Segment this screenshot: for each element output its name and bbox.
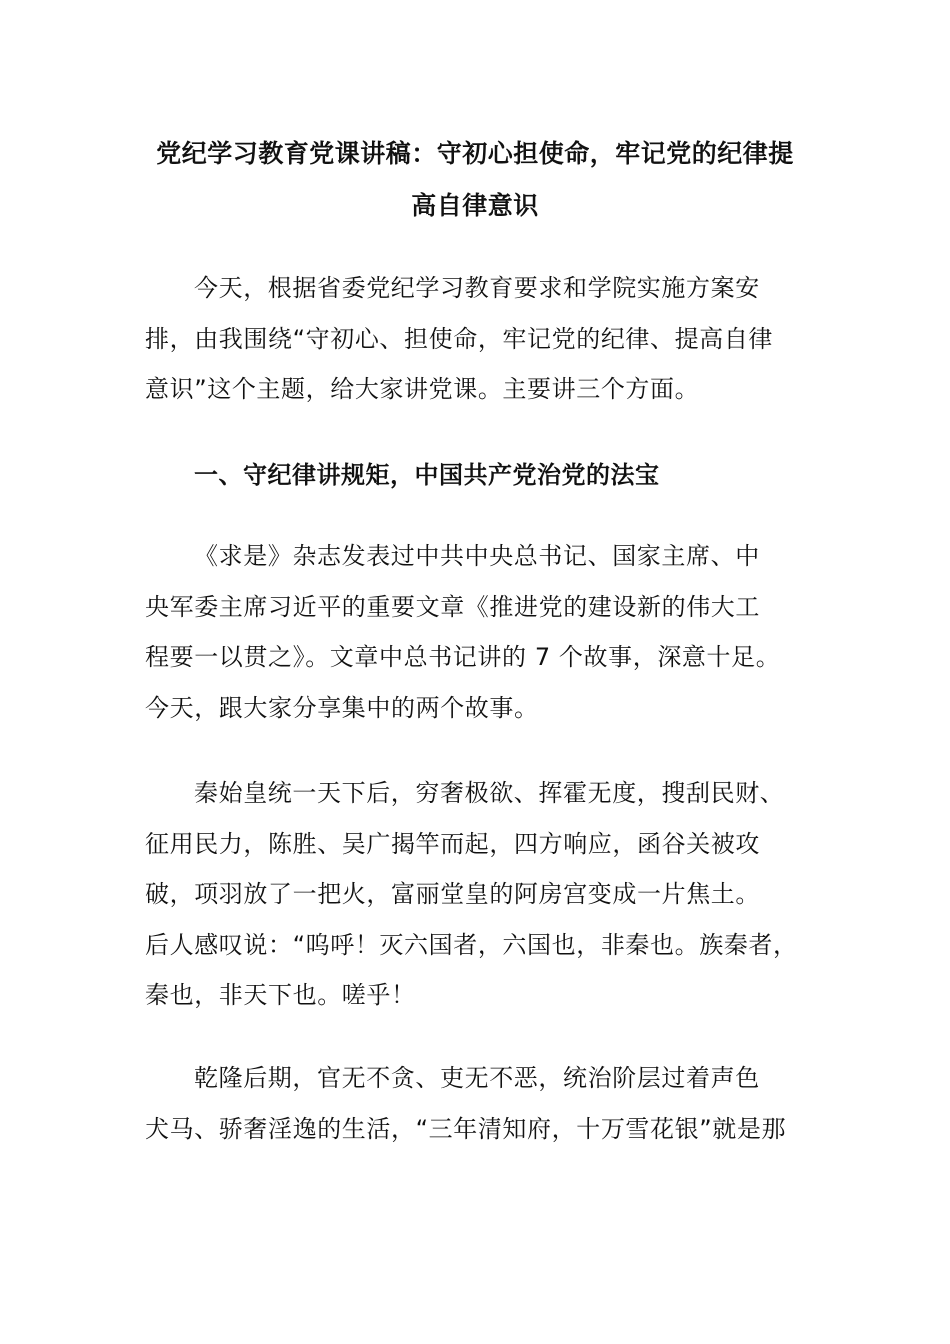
- paragraph-line: 征用民力，陈胜、吴广揭竿而起，四方响应，函谷关被攻: [145, 829, 760, 858]
- paragraph-line: 秦始皇统一天下后，穷奢极欲、挥霍无度，搜刮民财、: [194, 779, 785, 807]
- paragraph-line: 今天，跟大家分享集中的两个故事。: [145, 693, 539, 722]
- paragraph-line: 《求是》杂志发表过中共中央总书记、国家主席、中: [194, 542, 760, 570]
- paragraph-line: 破，项羽放了一把火，富丽堂皇的阿房宫变成一片焦土。: [145, 880, 760, 908]
- title-line-1: 党纪学习教育党课讲稿：守初心担使命，牢记党的纪律提: [156, 139, 794, 168]
- paragraph-qin: [145, 768, 815, 1021]
- paragraph-intro: [145, 263, 815, 415]
- paragraph-line: 后人感叹说：“呜呼！灭六国者，六国也，非秦也。族秦者，: [145, 930, 798, 959]
- paragraph-line: 意识”这个主题，给大家讲党课。主要讲三个方面。: [145, 375, 700, 403]
- section-heading: 一、守纪律讲规矩，中国共产党治党的法宝: [194, 461, 660, 489]
- paragraph-line: 今天，根据省委党纪学习教育要求和学院实施方案安: [194, 274, 760, 302]
- paragraph-qiushi: [145, 531, 815, 733]
- paragraph-line: 乾隆后期，官无不贪、吏无不恶，统治阶层过着声色: [194, 1064, 760, 1092]
- document-title: [140, 128, 810, 232]
- paragraph-line: 犬马、骄奢淫逸的生活，“三年清知府，十万雪花银”就是那: [145, 1114, 787, 1143]
- paragraph-line: 秦也，非天下也。嗟乎！: [145, 981, 416, 1009]
- paragraph-line: 程要一以贯之》。文章中总书记讲的 7 个故事，深意十足。: [145, 643, 781, 671]
- paragraph-line: 排，由我围绕“守初心、担使命，牢记党的纪律、提高自律: [145, 324, 774, 353]
- paragraph-qianlong: [145, 1053, 815, 1154]
- title-line-2: 高自律意识: [411, 191, 539, 220]
- paragraph-line: 央军委主席习近平的重要文章《推进党的建设新的伟大工: [145, 592, 760, 621]
